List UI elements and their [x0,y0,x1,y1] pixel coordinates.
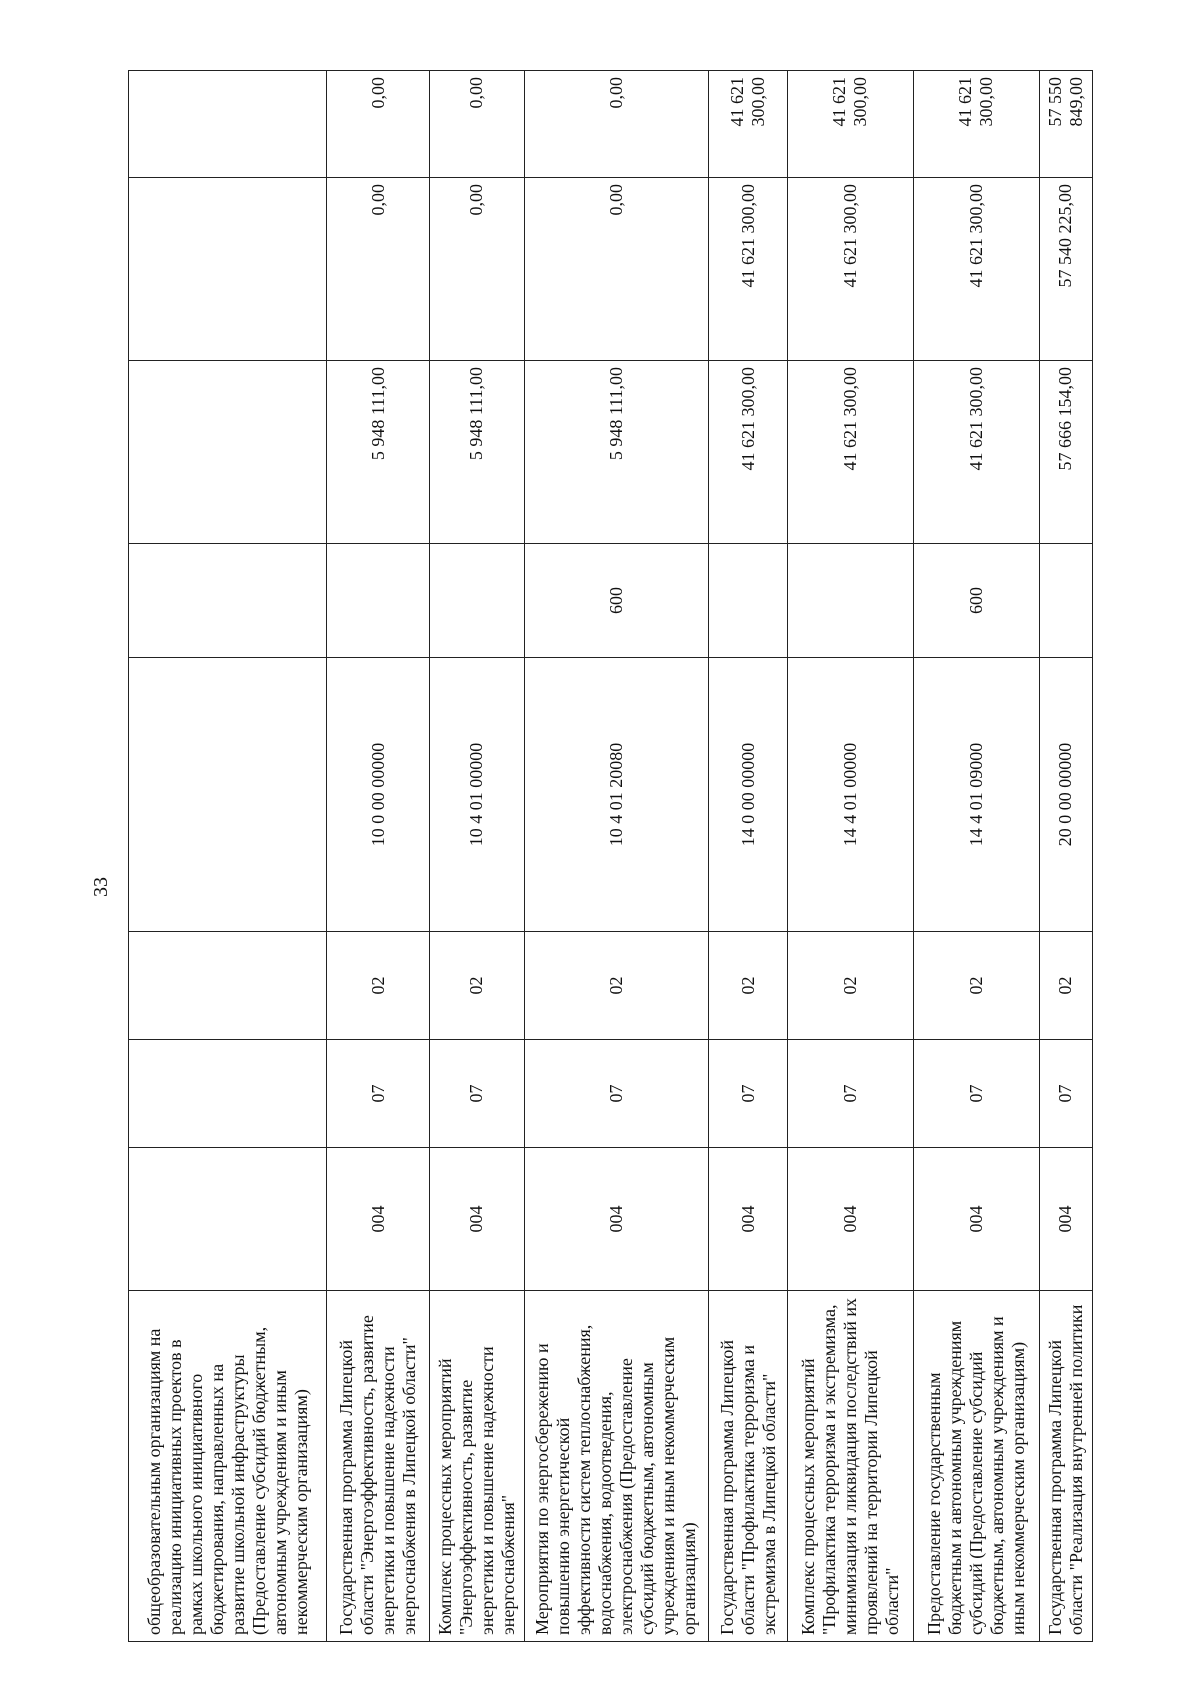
row-name: Государственная программа Липецкой области "Энергоэффективность, развитие энергетики и повышение надежности энергоснабжения в Липецкой области" [327,1291,429,1642]
cell-target-article [129,658,327,932]
row-name: Государственная программа Липецкой области "Реализация внутренней политики [1039,1291,1092,1642]
cell-sum-2: 0,00 [429,178,524,361]
table-row [1039,71,1092,1642]
cell-sum-3: 0,00 [524,71,708,178]
cell-section: 07 [787,1040,913,1148]
row-name: Мероприятия по энергосбережению и повышению энергетической эффективности систем теплоснабжения, водоснабжения, водоотведения, электроснабжения (Предоставление субсидий бюджетным, автономным учреждениям и иным некоммерческим организациям) [524,1291,708,1642]
cell-sum-3: 41 621 300,00 [913,71,1039,178]
table-row [429,71,524,1642]
page-number: 33 [90,877,112,897]
cell-grbs: 004 [524,1148,708,1291]
cell-sum-2: 0,00 [327,178,429,361]
table-row [524,71,708,1642]
cell-target-article: 14 0 00 00000 [709,658,788,932]
cell-grbs [129,1148,327,1291]
cell-sum-2: 41 621 300,00 [913,178,1039,361]
cell-sum-2: 41 621 300,00 [709,178,788,361]
cell-grbs: 004 [913,1148,1039,1291]
cell-target-article: 10 0 00 00000 [327,658,429,932]
cell-subsection: 02 [913,932,1039,1040]
cell-sum-3: 0,00 [429,71,524,178]
cell-target-article: 10 4 01 00000 [429,658,524,932]
cell-section: 07 [327,1040,429,1148]
cell-section [129,1040,327,1148]
cell-expense-type [787,544,913,658]
table-row [327,71,429,1642]
cell-sum-1: 41 621 300,00 [709,361,788,544]
cell-sum-3: 0,00 [327,71,429,178]
cell-target-article: 14 4 01 00000 [787,658,913,932]
cell-sum-3: 41 621 300,00 [787,71,913,178]
cell-sum-3: 57 550 849,00 [1039,71,1092,178]
cell-sum-1: 41 621 300,00 [913,361,1039,544]
cell-subsection: 02 [787,932,913,1040]
cell-sum-1: 5 948 111,00 [327,361,429,544]
cell-expense-type [327,544,429,658]
cell-grbs: 004 [429,1148,524,1291]
row-name: Комплекс процессных мероприятий "Энергоэффективность, развитие энергетики и повышение надежности энергоснабжения" [429,1291,524,1642]
cell-sum-3 [129,71,327,178]
cell-sum-1 [129,361,327,544]
cell-grbs: 004 [327,1148,429,1291]
cell-subsection: 02 [524,932,708,1040]
budget-table [128,70,1093,1642]
cell-subsection [129,932,327,1040]
cell-sum-1: 5 948 111,00 [524,361,708,544]
table-row [709,71,788,1642]
cell-grbs: 004 [787,1148,913,1291]
cell-sum-1: 41 621 300,00 [787,361,913,544]
row-name: Предоставление государственным бюджетным и автономным учреждениям субсидий (Предоставление субсидий бюджетным, автономным учреждениям и иным некоммерческим организациям) [913,1291,1039,1642]
row-name: общеобразовательным организациям на реализацию инициативных проектов в рамках школьного инициативного бюджетирования, направленных на развитие школьной инфраструктуры (Предоставление субсидий бюджетным, автономным учреждениям и иным некоммерческим организациям) [129,1291,327,1642]
cell-target-article: 20 0 00 00000 [1039,658,1092,932]
row-name: Комплекс процессных мероприятий "Профилактика терроризма и экстремизма, минимизация и ликвидация последствий их проявлений на территории Липецкой области" [787,1291,913,1642]
cell-target-article: 14 4 01 09000 [913,658,1039,932]
cell-subsection: 02 [327,932,429,1040]
table-row [129,71,327,1642]
cell-sum-2: 0,00 [524,178,708,361]
cell-expense-type [129,544,327,658]
cell-sum-2 [129,178,327,361]
cell-subsection: 02 [1039,932,1092,1040]
cell-expense-type: 600 [524,544,708,658]
cell-subsection: 02 [429,932,524,1040]
cell-sum-1: 5 948 111,00 [429,361,524,544]
cell-grbs: 004 [709,1148,788,1291]
cell-sum-1: 57 666 154,00 [1039,361,1092,544]
cell-section: 07 [913,1040,1039,1148]
budget-table-container [128,71,1093,1642]
cell-expense-type: 600 [913,544,1039,658]
table-row [913,71,1039,1642]
cell-expense-type [1039,544,1092,658]
cell-sum-3: 41 621 300,00 [709,71,788,178]
cell-subsection: 02 [709,932,788,1040]
cell-section: 07 [524,1040,708,1148]
row-name: Государственная программа Липецкой области "Профилактика терроризма и экстремизма в Липецкой области" [709,1291,788,1642]
cell-sum-2: 41 621 300,00 [787,178,913,361]
table-row [787,71,913,1642]
cell-section: 07 [709,1040,788,1148]
cell-sum-2: 57 540 225,00 [1039,178,1092,361]
cell-section: 07 [429,1040,524,1148]
cell-grbs: 004 [1039,1148,1092,1291]
cell-target-article: 10 4 01 20080 [524,658,708,932]
cell-section: 07 [1039,1040,1092,1148]
cell-expense-type [429,544,524,658]
cell-expense-type [709,544,788,658]
